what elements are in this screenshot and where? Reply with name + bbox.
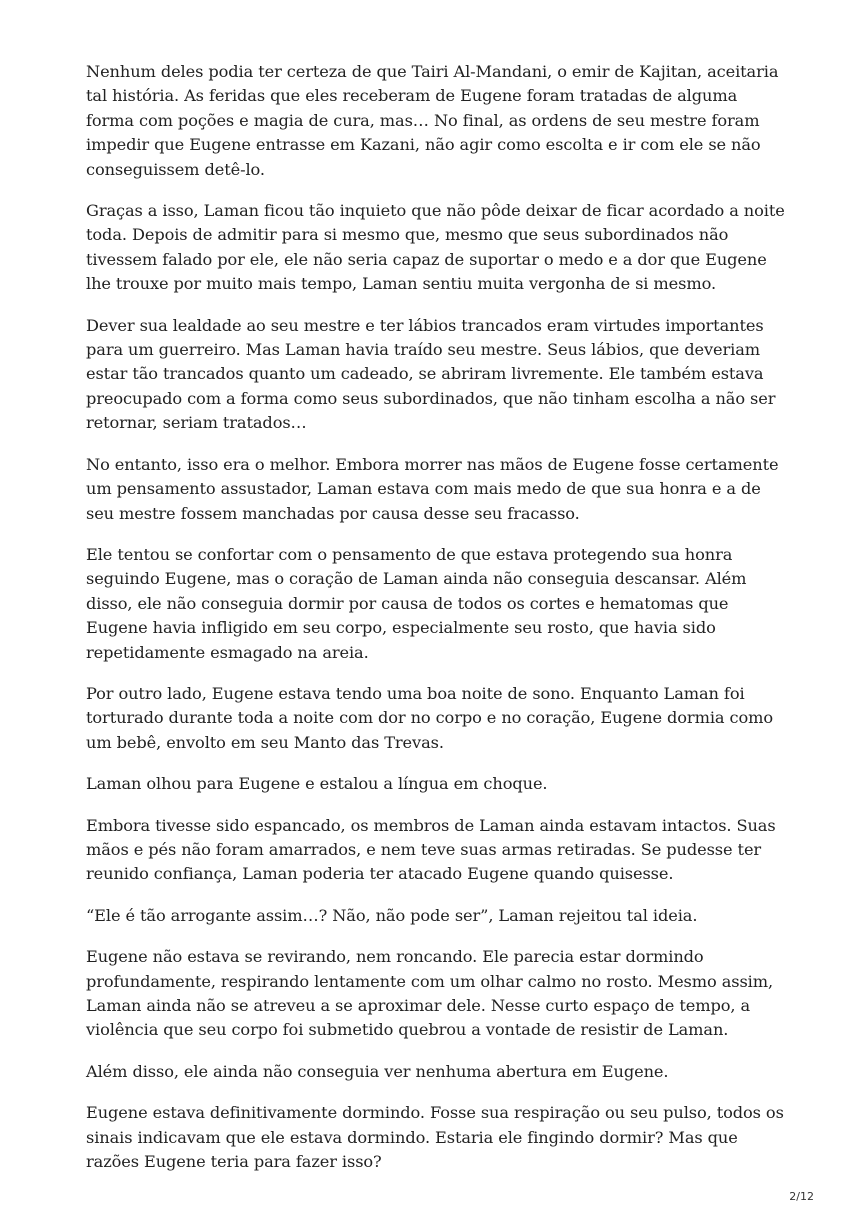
- paragraph: Graças a isso, Laman ficou tão inquieto que não pôde deixar de ficar acordado a noite toda. Depois de admitir para si mesmo que, mesmo que seus subordinados não tivessem falado por ele, ele não seria capaz de suportar o medo e a dor que Eugene lhe trouxe por muito mais tempo, Laman sentiu muita vergonha de si mesmo.: [86, 201, 785, 294]
- paragraph: Nenhum deles podia ter certeza de que Tairi Al-Mandani, o emir de Kajitan, aceitaria tal história. As feridas que eles receberam de Eugene foram tratadas de alguma forma com poções e magia de cura, mas… No final, as ordens de seu mestre foram impedir que Eugene entrasse em Kazani, não agir como escolta e ir com ele se não conseguissem detê-lo.: [86, 62, 779, 179]
- paragraph: Embora tivesse sido espancado, os membros de Laman ainda estavam intactos. Suas mãos e pés não foram amarrados, e nem teve suas armas retiradas. Se pudesse ter reunido confiança, Laman poderia ter atacado Eugene quando quisesse.: [86, 815, 776, 884]
- paragraph: Ele tentou se confortar com o pensamento de que estava protegendo sua honra seguindo Eugene, mas o coração de Laman ainda não conseguia descansar. Além disso, ele não conseguia dormir por causa de todos os cortes e hematomas que Eugene havia infligido em seu corpo, especialmente seu rosto, que havia sido repetidamente esmagado na areia.: [86, 544, 747, 662]
- paragraph: Laman olhou para Eugene e estalou a língua em choque.: [86, 774, 548, 794]
- paragraph: Além disso, ele ainda não conseguia ver nenhuma abertura em Eugene.: [86, 1061, 669, 1081]
- document-body: [86, 60, 786, 1191]
- paragraph: “Ele é tão arrogante assim…? Não, não pode ser”, Laman rejeitou tal ideia.: [86, 905, 698, 925]
- paragraph: Dever sua lealdade ao seu mestre e ter lábios trancados eram virtudes importantes para um guerreiro. Mas Laman havia traído seu mestre. Seus lábios, que deveriam estar tão trancados quanto um cadeado, se abriram livremente. Ele também estava preocupado com a forma como seus subordinados, que não tinham escolha a não ser retornar, seriam tratados…: [86, 315, 776, 433]
- paragraph: Eugene estava definitivamente dormindo. Fosse sua respiração ou seu pulso, todos os sinais indicavam que ele estava dormindo. Estaria ele fingindo dormir? Mas que razões Eugene teria para fazer isso?: [86, 1103, 784, 1172]
- page-number: 2/12: [789, 1190, 814, 1203]
- paragraph: No entanto, isso era o melhor. Embora morrer nas mãos de Eugene fosse certamente um pensamento assustador, Laman estava com mais medo de que sua honra e a de seu mestre fossem manchadas por causa desse seu fracasso.: [86, 454, 779, 523]
- paragraph: Eugene não estava se revirando, nem roncando. Ele parecia estar dormindo profundamente, respirando lentamente com um olhar calmo no rosto. Mesmo assim, Laman ainda não se atreveu a se aproximar dele. Nesse curto espaço de tempo, a violência que seu corpo foi submetido quebrou a vontade de resistir de Laman.: [86, 947, 774, 1040]
- paragraph: Por outro lado, Eugene estava tendo uma boa noite de sono. Enquanto Laman foi torturado durante toda a noite com dor no corpo e no coração, Eugene dormia como um bebê, envolto em seu Manto das Trevas.: [86, 683, 774, 752]
